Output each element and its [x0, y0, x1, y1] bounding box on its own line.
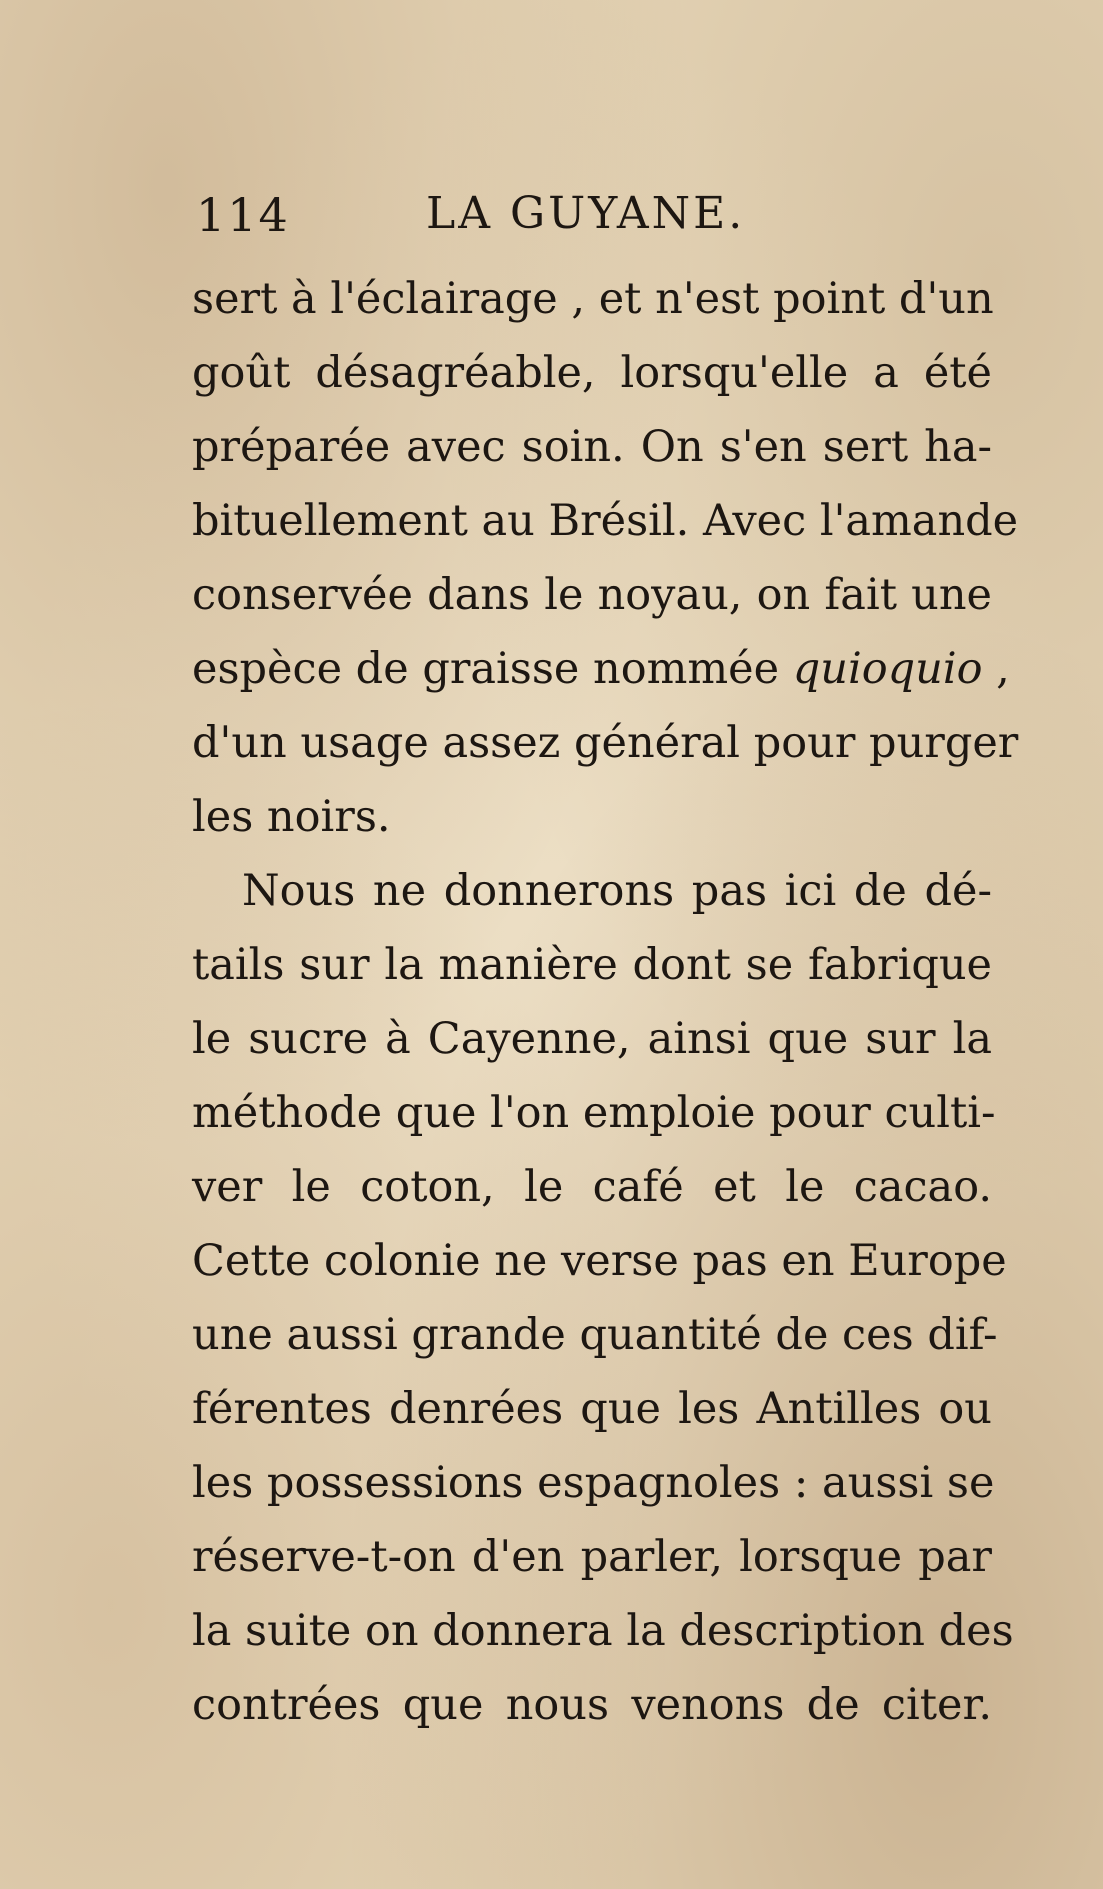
page-header [196, 188, 996, 248]
text-line: tails sur la manière dont se fabrique [192, 940, 992, 990]
text-line: les noirs. [192, 792, 391, 842]
text-line: conservée dans le noyau, on fait une [192, 570, 992, 620]
page-number: 114 [196, 188, 290, 242]
text-line: le sucre à Cayenne, ainsi que sur la [192, 1014, 992, 1064]
text-segment: , [982, 644, 1010, 694]
italic-term: quioquio [792, 644, 983, 694]
paragraph-1 [192, 262, 1019, 854]
text-line: sert à l'éclairage , et n'est point d'un [192, 274, 994, 324]
text-line: d'un usage assez général pour purger [192, 718, 1019, 768]
text-line: une aussi grande quantité de ces dif- [192, 1310, 998, 1360]
text-line: ver le coton, le café et le cacao. [192, 1162, 992, 1212]
text-line: la suite on donnera la description des [192, 1606, 1014, 1656]
text-line: contrées que nous venons de citer. [192, 1680, 992, 1730]
text-segment: espèce de graisse nommée [192, 644, 793, 694]
text-line: férentes denrées que les Antilles ou [192, 1384, 992, 1434]
text-line: préparée avec soin. On s'en sert ha- [192, 422, 992, 472]
text-line: bituellement au Brésil. Avec l'amande [192, 496, 1019, 546]
body-text [192, 262, 1019, 1742]
text-line: Nous ne donnerons pas ici de dé- [242, 866, 992, 916]
text-line: les possessions espagnoles : aussi se [192, 1458, 995, 1508]
text-line [192, 632, 1010, 706]
text-line: Cette colonie ne verse pas en Europe [192, 1236, 1007, 1286]
text-line: goût désagréable, lorsqu'elle a été [192, 348, 992, 398]
text-line: réserve-t-on d'en parler, lorsque par [192, 1532, 992, 1582]
paragraph-2 [192, 854, 1014, 1742]
running-title: LA GUYANE. [426, 188, 746, 239]
text-line: méthode que l'on emploie pour culti- [192, 1088, 996, 1138]
